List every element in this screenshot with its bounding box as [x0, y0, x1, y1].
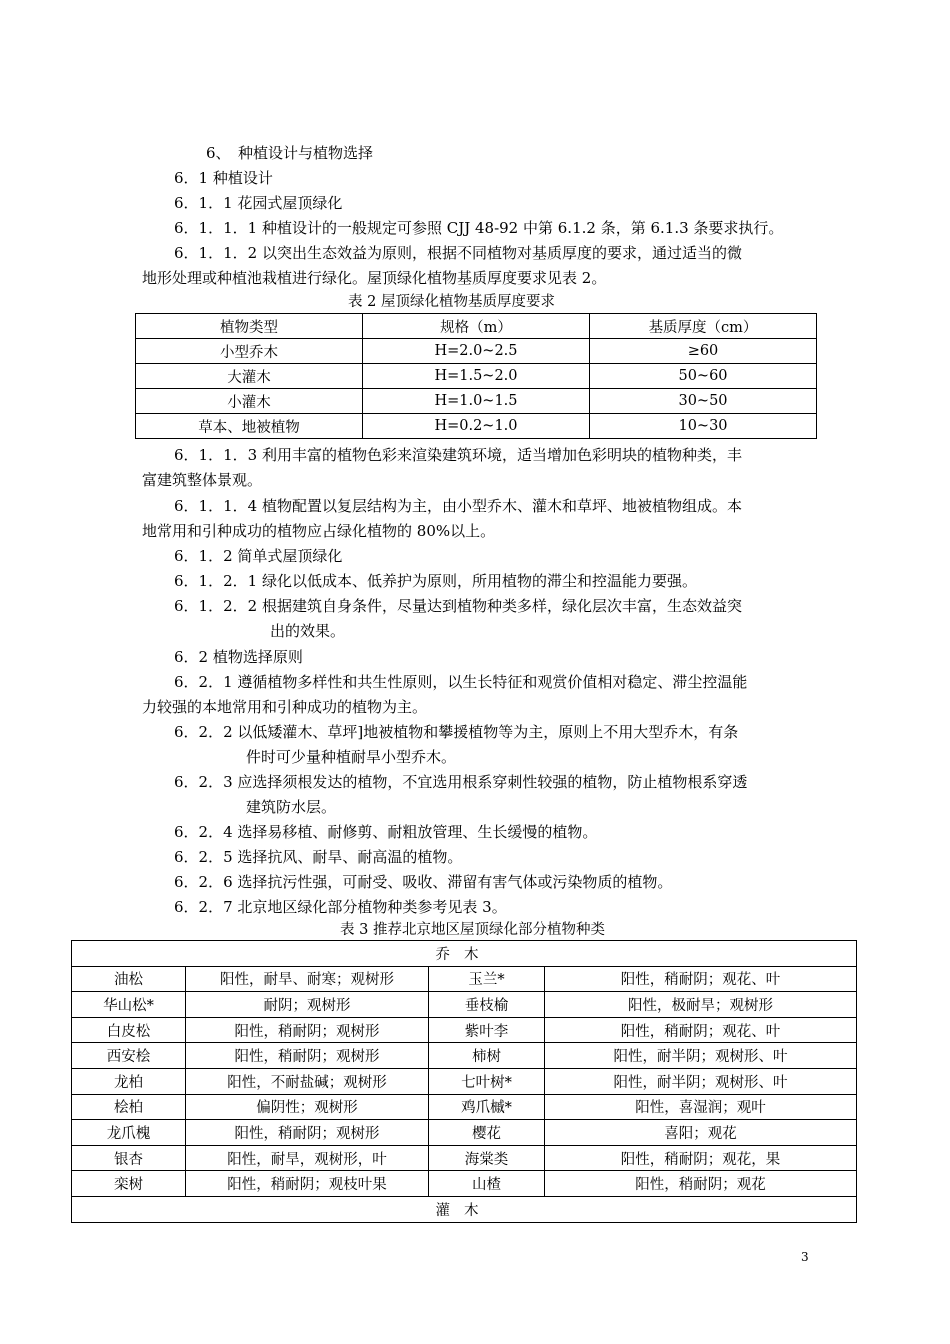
- plant-name: 紫叶李: [429, 1017, 545, 1043]
- section-header: 灌木: [72, 1196, 857, 1222]
- paragraph-line: 6．2．7 北京地区绿化部分植物种类参考见表 3。: [174, 898, 507, 916]
- table-cell: 小型乔木: [136, 339, 363, 364]
- table-row: [136, 364, 817, 389]
- plant-name: 柿树: [429, 1043, 545, 1069]
- plant-traits: 喜阳；观花: [545, 1120, 857, 1146]
- table-row: [72, 1120, 857, 1146]
- plant-name: 油松: [72, 966, 186, 992]
- table-header-row: [136, 314, 817, 339]
- table-row: [72, 1017, 857, 1043]
- table-caption: 表 3 推荐北京地区屋顶绿化部分植物种类: [340, 922, 605, 938]
- subsection-heading: 6．1 种植设计: [174, 169, 273, 187]
- paragraph-line: 6．2．4 选择易移植、耐修剪、耐粗放管理、生长缓慢的植物。: [174, 823, 598, 841]
- table-row: [136, 389, 817, 414]
- table-cell: 30~50: [590, 389, 817, 414]
- plant-name: 银杏: [72, 1145, 186, 1171]
- paragraph-line: 6．1．1．2 以突出生态效益为原则，根据不同植物对基质厚度的要求，通过适当的微: [174, 244, 742, 262]
- plant-traits: 阳性，极耐旱；观树形: [545, 992, 857, 1018]
- table-caption: 表 2 屋顶绿化植物基质厚度要求: [348, 294, 555, 310]
- table-row: [136, 339, 817, 364]
- plant-traits: 阳性，耐半阴；观树形、叶: [545, 1068, 857, 1094]
- paragraph-line: 6．2．1 遵循植物多样性和共生性原则，以生长特征和观赏价值相对稳定、滞尘控温能: [174, 673, 748, 691]
- table-cell: 50~60: [590, 364, 817, 389]
- table-row: [72, 992, 857, 1018]
- plant-name: 垂枝榆: [429, 992, 545, 1018]
- plant-traits: 阳性，耐半阴；观树形、叶: [545, 1043, 857, 1069]
- plant-name: 龙柏: [72, 1068, 186, 1094]
- table-row: [72, 1068, 857, 1094]
- header-cell: 基质厚度（cm）: [590, 314, 817, 339]
- paragraph-line: 6．1．1．3 利用丰富的植物色彩来渲染建筑环境，适当增加色彩明块的植物种类，丰: [174, 446, 742, 464]
- plant-name: 鸡爪槭*: [429, 1094, 545, 1120]
- table-cell: 小灌木: [136, 389, 363, 414]
- plant-traits: 阳性，稍耐阴；观花: [545, 1171, 857, 1197]
- header-cell: 规格（m）: [363, 314, 590, 339]
- plant-traits: 阳性，稍耐阴；观树形: [186, 1043, 429, 1069]
- table-row: [72, 966, 857, 992]
- table-cell: H=2.0~2.5: [363, 339, 590, 364]
- plant-name: 西安桧: [72, 1043, 186, 1069]
- paragraph-line: 件时可少量种植耐旱小型乔木。: [246, 748, 457, 766]
- plant-name: 白皮松: [72, 1017, 186, 1043]
- paragraph-line: 6．2．2 以低矮灌木、草坪]地被植物和攀援植物等为主，原则上不用大型乔木，有条: [174, 723, 739, 741]
- section-header: 乔木: [72, 941, 857, 967]
- plant-traits: 阳性，稍耐阴；观树形: [186, 1120, 429, 1146]
- subsection-heading: 6．2 植物选择原则: [174, 648, 303, 666]
- paragraph-line: 出的效果。: [270, 622, 346, 640]
- table-row: [72, 1043, 857, 1069]
- section-row-shrubs: [72, 1196, 857, 1222]
- header-cell: 植物类型: [136, 314, 363, 339]
- paragraph-line: 6．2．5 选择抗风、耐旱、耐高温的植物。: [174, 848, 463, 866]
- plant-traits: 阳性，稍耐阴；观花、叶: [545, 966, 857, 992]
- section-heading: 6、 种植设计与植物选择: [206, 144, 374, 162]
- plant-traits: 阳性，不耐盐碱；观树形: [186, 1068, 429, 1094]
- table-row: [72, 1171, 857, 1197]
- plant-name: 海棠类: [429, 1145, 545, 1171]
- plant-traits: 阳性，耐旱、耐寒；观树形: [186, 966, 429, 992]
- paragraph-line: 6．2．6 选择抗污性强，可耐受、吸收、滞留有害气体或污染物质的植物。: [174, 873, 673, 891]
- paragraph-line: 地常用和引种成功的植物应占绿化植物的 80%以上。: [142, 522, 496, 540]
- table-cell: H=1.5~2.0: [363, 364, 590, 389]
- substrate-thickness-table: [135, 313, 817, 439]
- paragraph-line: 地形处理或种植池栽植进行绿化。屋顶绿化植物基质厚度要求见表 2。: [142, 269, 607, 287]
- paragraph-line: 建筑防水层。: [246, 798, 337, 816]
- plant-traits: 阳性，稍耐阴；观花，果: [545, 1145, 857, 1171]
- plant-name: 栾树: [72, 1171, 186, 1197]
- table-cell: 大灌木: [136, 364, 363, 389]
- plant-traits: 阳性，稍耐阴；观花、叶: [545, 1017, 857, 1043]
- table-cell: H=1.0~1.5: [363, 389, 590, 414]
- paragraph-line: 6．1．2．2 根据建筑自身条件，尽量达到植物种类多样，绿化层次丰富，生态效益突: [174, 597, 742, 615]
- table-row: [72, 1094, 857, 1120]
- table-cell: H=0.2~1.0: [363, 414, 590, 439]
- paragraph-line: 富建筑整体景观。: [142, 471, 263, 489]
- table-cell: ≥60: [590, 339, 817, 364]
- table-cell: 10~30: [590, 414, 817, 439]
- plant-traits: 阳性，喜湿润；观叶: [545, 1094, 857, 1120]
- paragraph-line: 力较强的本地常用和引种成功的植物为主。: [142, 698, 428, 716]
- plant-traits: 偏阴性；观树形: [186, 1094, 429, 1120]
- plant-name: 华山松*: [72, 992, 186, 1018]
- plant-traits: 阳性，耐旱，观树形，叶: [186, 1145, 429, 1171]
- plant-name: 山楂: [429, 1171, 545, 1197]
- table-row: [72, 1145, 857, 1171]
- plant-traits: 耐阴；观树形: [186, 992, 429, 1018]
- plant-name: 七叶树*: [429, 1068, 545, 1094]
- subsection-heading: 6．1．2 简单式屋顶绿化: [174, 547, 343, 565]
- plant-traits: 阳性，稍耐阴；观树形: [186, 1017, 429, 1043]
- paragraph-line: 6．1．2．1 绿化以低成本、低养护为原则，所用植物的滞尘和控温能力要强。: [174, 572, 697, 590]
- plant-name: 龙爪槐: [72, 1120, 186, 1146]
- section-row-trees: [72, 941, 857, 967]
- subsection-heading: 6．1．1 花园式屋顶绿化: [174, 194, 343, 212]
- plant-species-table: [71, 940, 857, 1223]
- plant-name: 玉兰*: [429, 966, 545, 992]
- paragraph-line: 6．2．3 应选择须根发达的植物，不宜选用根系穿刺性较强的植物，防止植物根系穿透: [174, 773, 748, 791]
- paragraph-line: 6．1．1．1 种植设计的一般规定可参照 CJJ 48-92 中第 6.1.2 条，第 6.1.3 条要求执行。: [174, 219, 784, 237]
- plant-name: 桧柏: [72, 1094, 186, 1120]
- paragraph-line: 6．1．1．4 植物配置以复层结构为主，由小型乔木、灌木和草坪、地被植物组成。本: [174, 497, 742, 515]
- table-cell: 草本、地被植物: [136, 414, 363, 439]
- table-row: [136, 414, 817, 439]
- plant-traits: 阳性，稍耐阴；观枝叶果: [186, 1171, 429, 1197]
- plant-name: 樱花: [429, 1120, 545, 1146]
- page-number: 3: [801, 1250, 809, 1264]
